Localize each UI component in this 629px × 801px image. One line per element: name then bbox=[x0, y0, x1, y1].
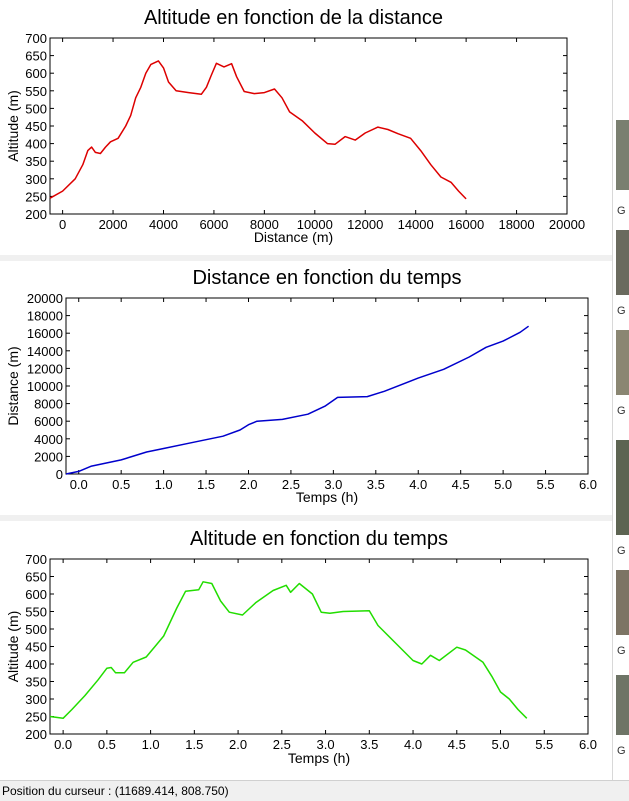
x-tick-label: 0.5 bbox=[112, 477, 131, 492]
thumbnail-image[interactable] bbox=[616, 440, 629, 535]
y-tick-label: 600 bbox=[25, 66, 47, 82]
x-tick-label: 3.0 bbox=[316, 737, 335, 752]
y-tick-label: 550 bbox=[25, 604, 47, 620]
y-tick-label: 200 bbox=[25, 727, 47, 742]
y-tick-label: 350 bbox=[25, 154, 47, 170]
chart-altitude-distance[interactable] bbox=[0, 0, 612, 255]
x-tick-label: 2000 bbox=[98, 217, 128, 232]
y-tick-label: 650 bbox=[25, 569, 47, 585]
y-tick-label: 250 bbox=[25, 189, 47, 205]
x-tick-label: 2.0 bbox=[239, 477, 258, 492]
thumbnail-image[interactable] bbox=[616, 230, 629, 295]
x-tick-label: 14000 bbox=[397, 217, 434, 232]
y-tick-label: 400 bbox=[25, 136, 47, 152]
x-tick-label: 6.0 bbox=[578, 737, 598, 752]
y-tick-label: 300 bbox=[25, 171, 47, 187]
chart-panel-altitude-temps bbox=[0, 521, 612, 780]
x-tick-label: 1.0 bbox=[154, 477, 173, 492]
thumbnail-label: G bbox=[617, 405, 626, 417]
chart-title: Altitude en fonction de la distance bbox=[143, 7, 444, 29]
x-tick-label: 5.5 bbox=[536, 477, 555, 492]
x-tick-label: 4.5 bbox=[451, 477, 470, 492]
y-tick-label: 200 bbox=[25, 207, 47, 222]
thumbnail-label: G bbox=[617, 545, 626, 557]
y-tick-label: 20000 bbox=[26, 291, 63, 306]
y-tick-label: 500 bbox=[25, 622, 47, 637]
x-tick-label: 4.0 bbox=[409, 477, 428, 492]
y-tick-label: 2000 bbox=[34, 449, 63, 465]
chart-title: Altitude en fonction du temps bbox=[190, 528, 448, 550]
x-tick-label: 12000 bbox=[347, 217, 384, 232]
x-tick-label: 0.0 bbox=[69, 477, 88, 492]
y-tick-label: 450 bbox=[25, 119, 47, 134]
x-tick-label: 10000 bbox=[296, 217, 333, 232]
x-tick-label: 0.5 bbox=[97, 737, 116, 752]
y-tick-label: 650 bbox=[25, 48, 47, 64]
x-tick-label: 0.0 bbox=[54, 737, 73, 752]
thumbnail-label: G bbox=[617, 305, 626, 317]
y-tick-label: 300 bbox=[25, 692, 47, 707]
x-tick-label: 3.5 bbox=[366, 477, 385, 492]
y-tick-label: 12000 bbox=[26, 361, 63, 377]
y-tick-label: 14000 bbox=[26, 343, 63, 359]
chart-panel-altitude-distance bbox=[0, 0, 612, 255]
thumbnail-image[interactable] bbox=[616, 570, 629, 635]
thumbnail-image[interactable] bbox=[616, 120, 629, 190]
y-tick-label: 350 bbox=[25, 674, 47, 690]
chart-distance-temps[interactable] bbox=[0, 261, 612, 515]
chart-altitude-temps[interactable] bbox=[0, 521, 612, 780]
x-tick-label: 5.0 bbox=[491, 737, 510, 752]
y-tick-label: 0 bbox=[55, 467, 63, 482]
thumbnail-image[interactable] bbox=[616, 330, 629, 395]
x-tick-label: 6000 bbox=[199, 217, 229, 232]
y-tick-label: 600 bbox=[25, 587, 47, 602]
x-tick-label: 5.5 bbox=[535, 737, 554, 752]
x-tick-label: 1.0 bbox=[141, 737, 160, 752]
thumbnail-image[interactable] bbox=[616, 675, 629, 735]
x-axis-label: Distance (m) bbox=[253, 229, 334, 245]
x-tick-label: 1.5 bbox=[185, 737, 204, 752]
y-tick-label: 18000 bbox=[26, 308, 63, 324]
y-tick-label: 4000 bbox=[34, 431, 63, 447]
x-tick-label: 3.5 bbox=[360, 737, 379, 752]
y-tick-label: 10000 bbox=[26, 379, 63, 394]
y-axis-label: Altitude (m) bbox=[5, 610, 21, 683]
thumbnail-label: G bbox=[617, 645, 626, 657]
x-tick-label: 1.5 bbox=[197, 477, 216, 492]
chart-title: Distance en fonction du temps bbox=[192, 267, 462, 289]
x-tick-label: 4000 bbox=[149, 217, 178, 232]
plot-area[interactable] bbox=[50, 559, 588, 734]
x-tick-label: 6.0 bbox=[578, 477, 598, 492]
x-tick-label: 4.0 bbox=[404, 737, 423, 752]
x-tick-label: 4.5 bbox=[447, 737, 466, 752]
y-axis-label: Altitude (m) bbox=[5, 90, 21, 162]
x-axis-label: Temps (h) bbox=[295, 489, 359, 505]
y-tick-label: 16000 bbox=[26, 326, 63, 342]
y-tick-label: 500 bbox=[25, 101, 47, 117]
x-tick-label: 8000 bbox=[249, 217, 279, 232]
y-tick-label: 8000 bbox=[34, 396, 63, 412]
chart-panel-distance-temps bbox=[0, 261, 612, 515]
x-tick-label: 2.0 bbox=[229, 737, 248, 752]
plot-area[interactable] bbox=[66, 298, 588, 474]
x-tick-label: 2.5 bbox=[281, 477, 300, 492]
y-tick-label: 6000 bbox=[34, 414, 63, 430]
x-tick-label: 20000 bbox=[548, 217, 586, 232]
y-tick-label: 700 bbox=[25, 31, 47, 46]
x-tick-label: 3.0 bbox=[324, 477, 343, 492]
x-tick-label: 2.5 bbox=[272, 737, 291, 752]
y-tick-label: 250 bbox=[25, 709, 47, 725]
x-tick-label: 18000 bbox=[498, 217, 535, 232]
y-axis-label: Distance (m) bbox=[5, 346, 21, 426]
thumbnail-label: G bbox=[617, 205, 626, 217]
cursor-position-text: Position du curseur : (11689.414, 808.750) bbox=[2, 784, 229, 798]
y-tick-label: 700 bbox=[25, 552, 47, 567]
x-tick-label: 5.0 bbox=[494, 477, 513, 492]
status-bar bbox=[0, 780, 629, 801]
y-tick-label: 400 bbox=[25, 657, 47, 672]
side-thumbnail-strip bbox=[612, 0, 629, 800]
y-tick-label: 550 bbox=[25, 83, 47, 99]
x-axis-label: Temps (h) bbox=[287, 750, 351, 766]
x-tick-label: 0 bbox=[58, 217, 67, 232]
x-tick-label: 16000 bbox=[448, 217, 485, 232]
y-tick-label: 450 bbox=[25, 639, 47, 655]
thumbnail-label: G bbox=[617, 745, 626, 757]
